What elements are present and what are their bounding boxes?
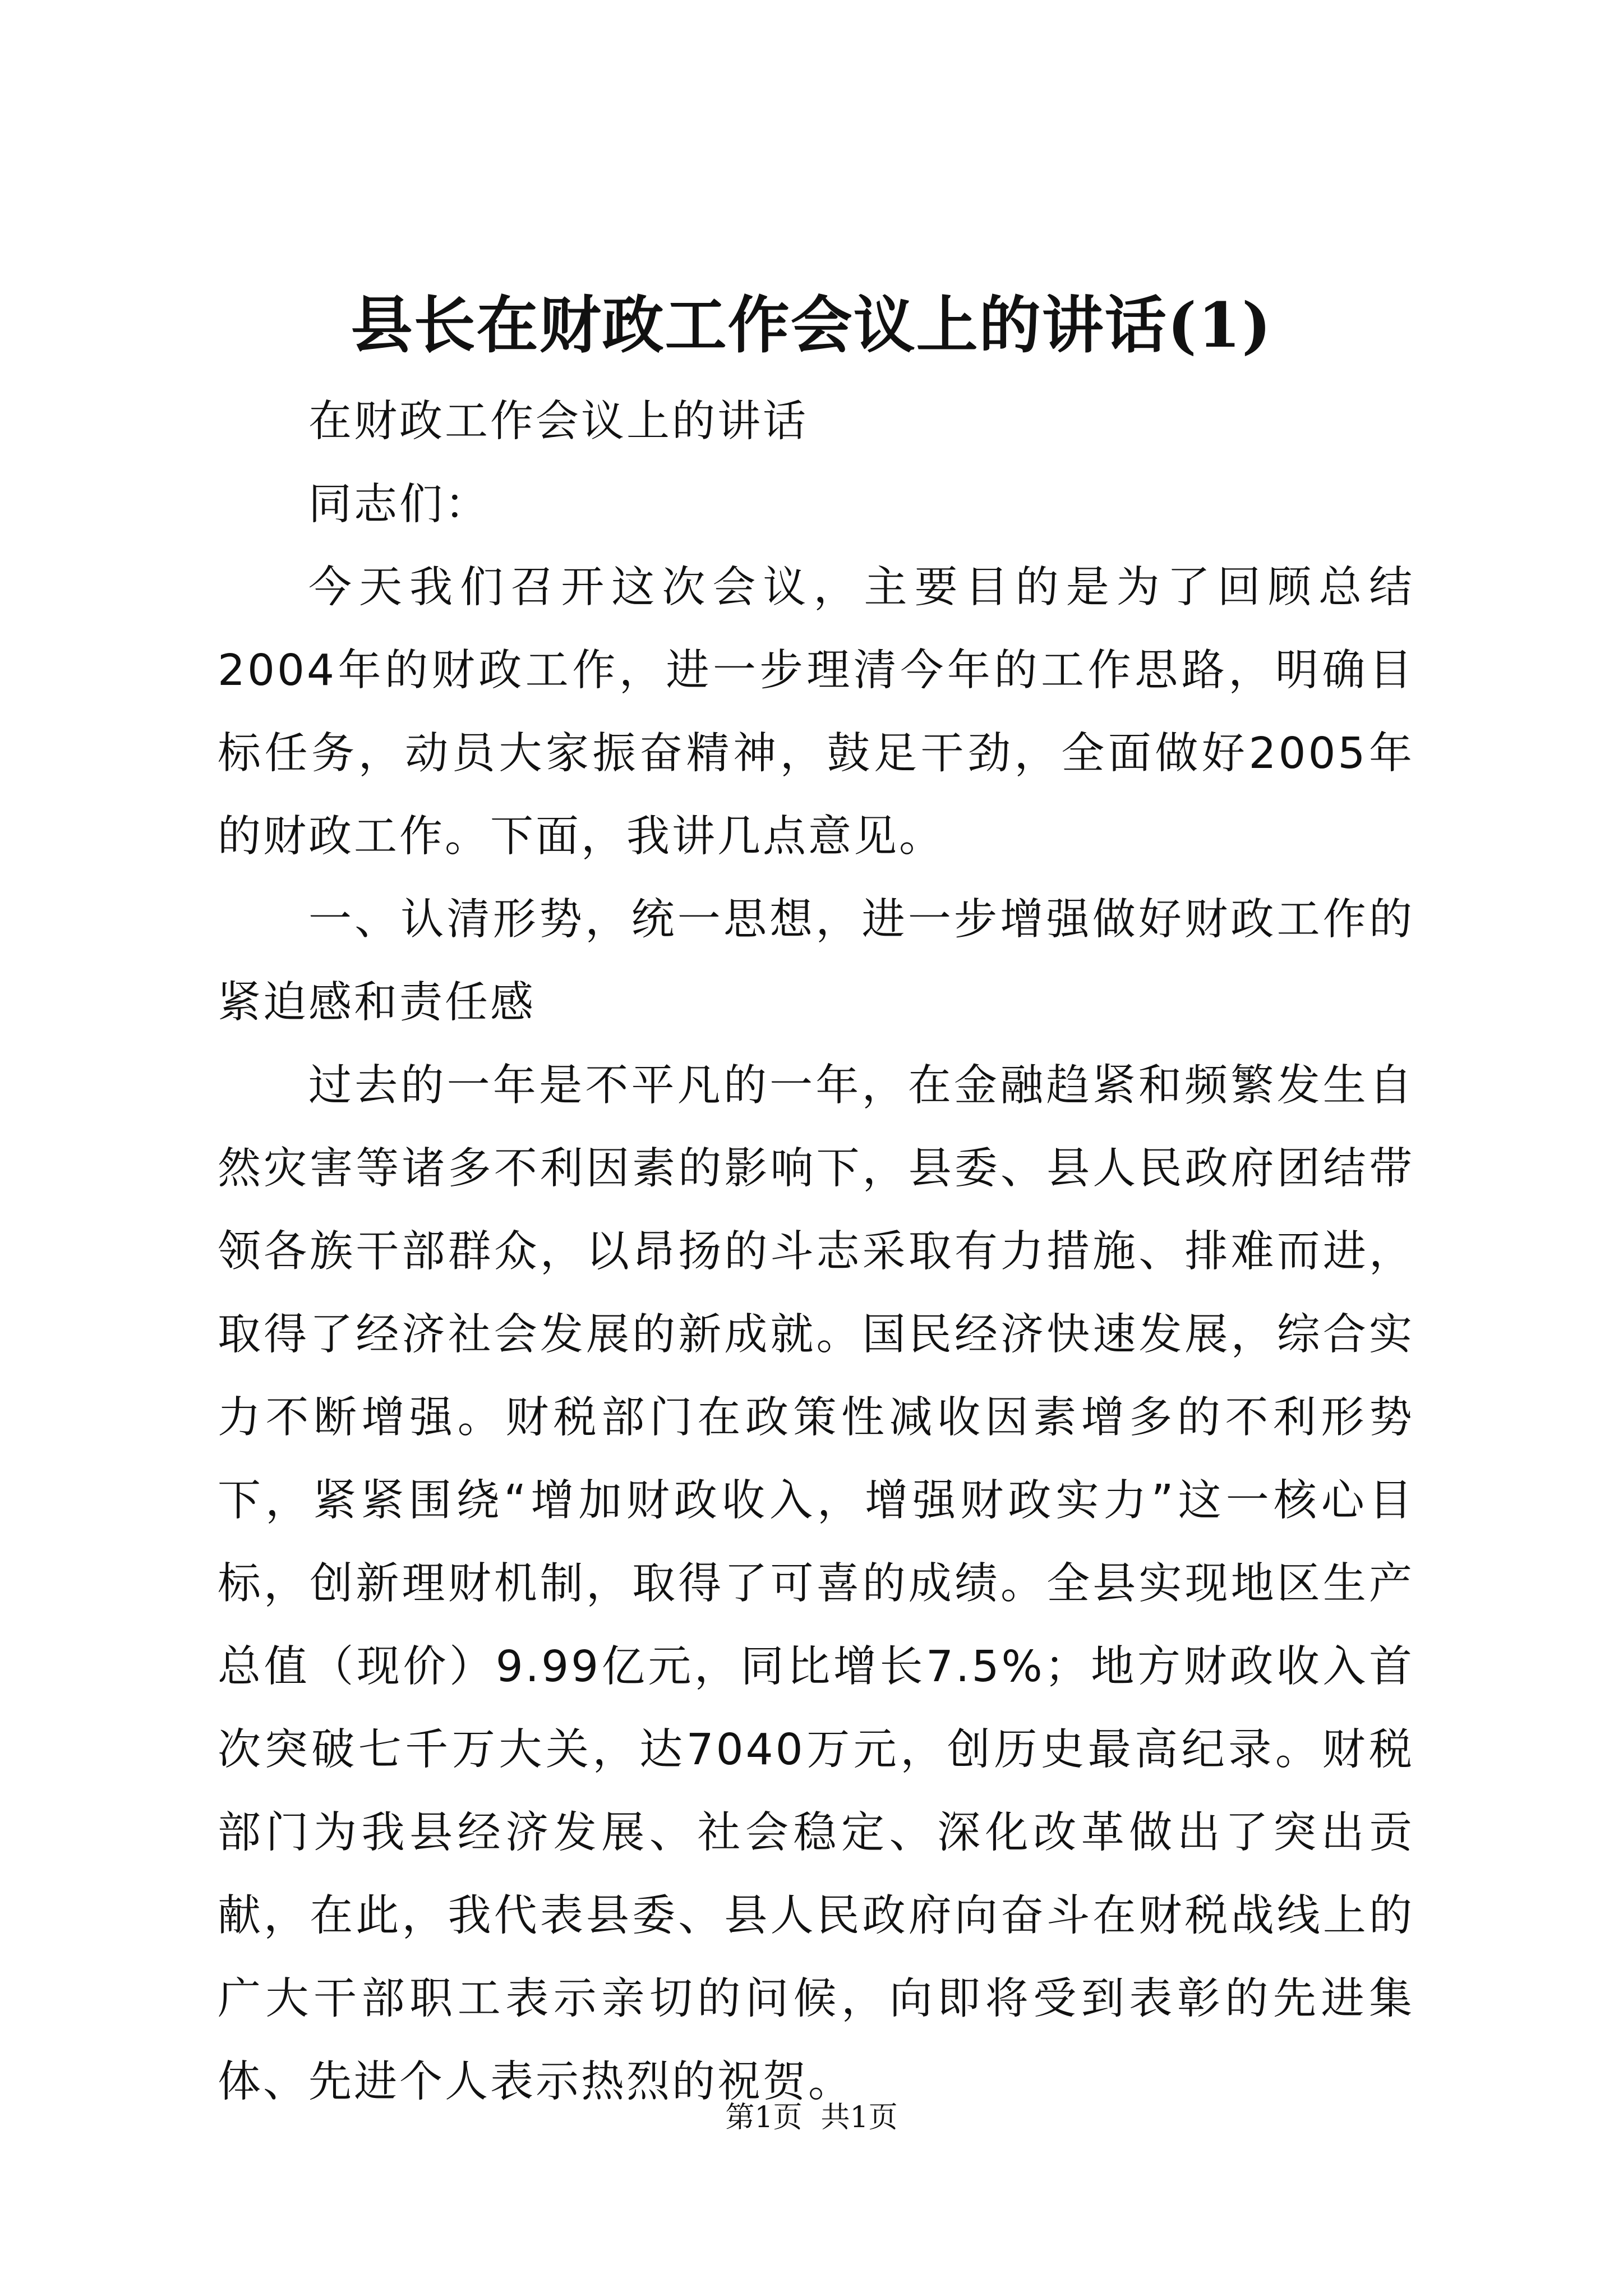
salutation-paragraph: 同志们： xyxy=(308,480,490,530)
page-number: 第1页 共1页 xyxy=(725,2101,898,2134)
document-title: 县长在财政工作会议上的讲话(1) xyxy=(351,289,1272,361)
page-footer xyxy=(0,2098,1623,2137)
section-heading-1: 一、认清形势，统一思想，进一步增强做好财政工作的紧迫感和责任感 xyxy=(218,895,1414,1028)
subtitle-paragraph: 在财政工作会议上的讲话 xyxy=(308,397,808,447)
document-body xyxy=(218,380,1414,2124)
body-paragraph: 过去的一年是不平凡的一年，在金融趋紧和频繁发生自然灾害等诸多不利因素的影响下，县委、县人民政府团结带领各族干部群众，以昂扬的斗志采取有力措施、排难而进，取得了经济社会发展的新成就。国民经济快速发展，综合实力不断增强。财税部门在政策性减收因素增多的不利形势下，紧紧围绕“增加财政收入，增强财政实力”这一核心目标，创新理财机制，取得了可喜的成绩。全县实现地区生产总值（现价）9.99亿元，同比增长7.5%；地方财政收入首次突破七千万大关，达7040万元，创历史最高纪录。财税部门为我县经济发展、社会稳定、深化改革做出了突出贡献，在此，我代表县委、县人民政府向奋斗在财税战线上的广大干部职工表示亲切的问候，向即将受到表彰的先进集体、先进个人表示热烈的祝贺。 xyxy=(218,1061,1414,2107)
intro-paragraph: 今天我们召开这次会议，主要目的是为了回顾总结2004年的财政工作，进一步理清今年的工作思路，明确目标任务，动员大家振奋精神，鼓足干劲，全面做好2005年的财政工作。下面，我讲几点意见。 xyxy=(218,563,1414,862)
